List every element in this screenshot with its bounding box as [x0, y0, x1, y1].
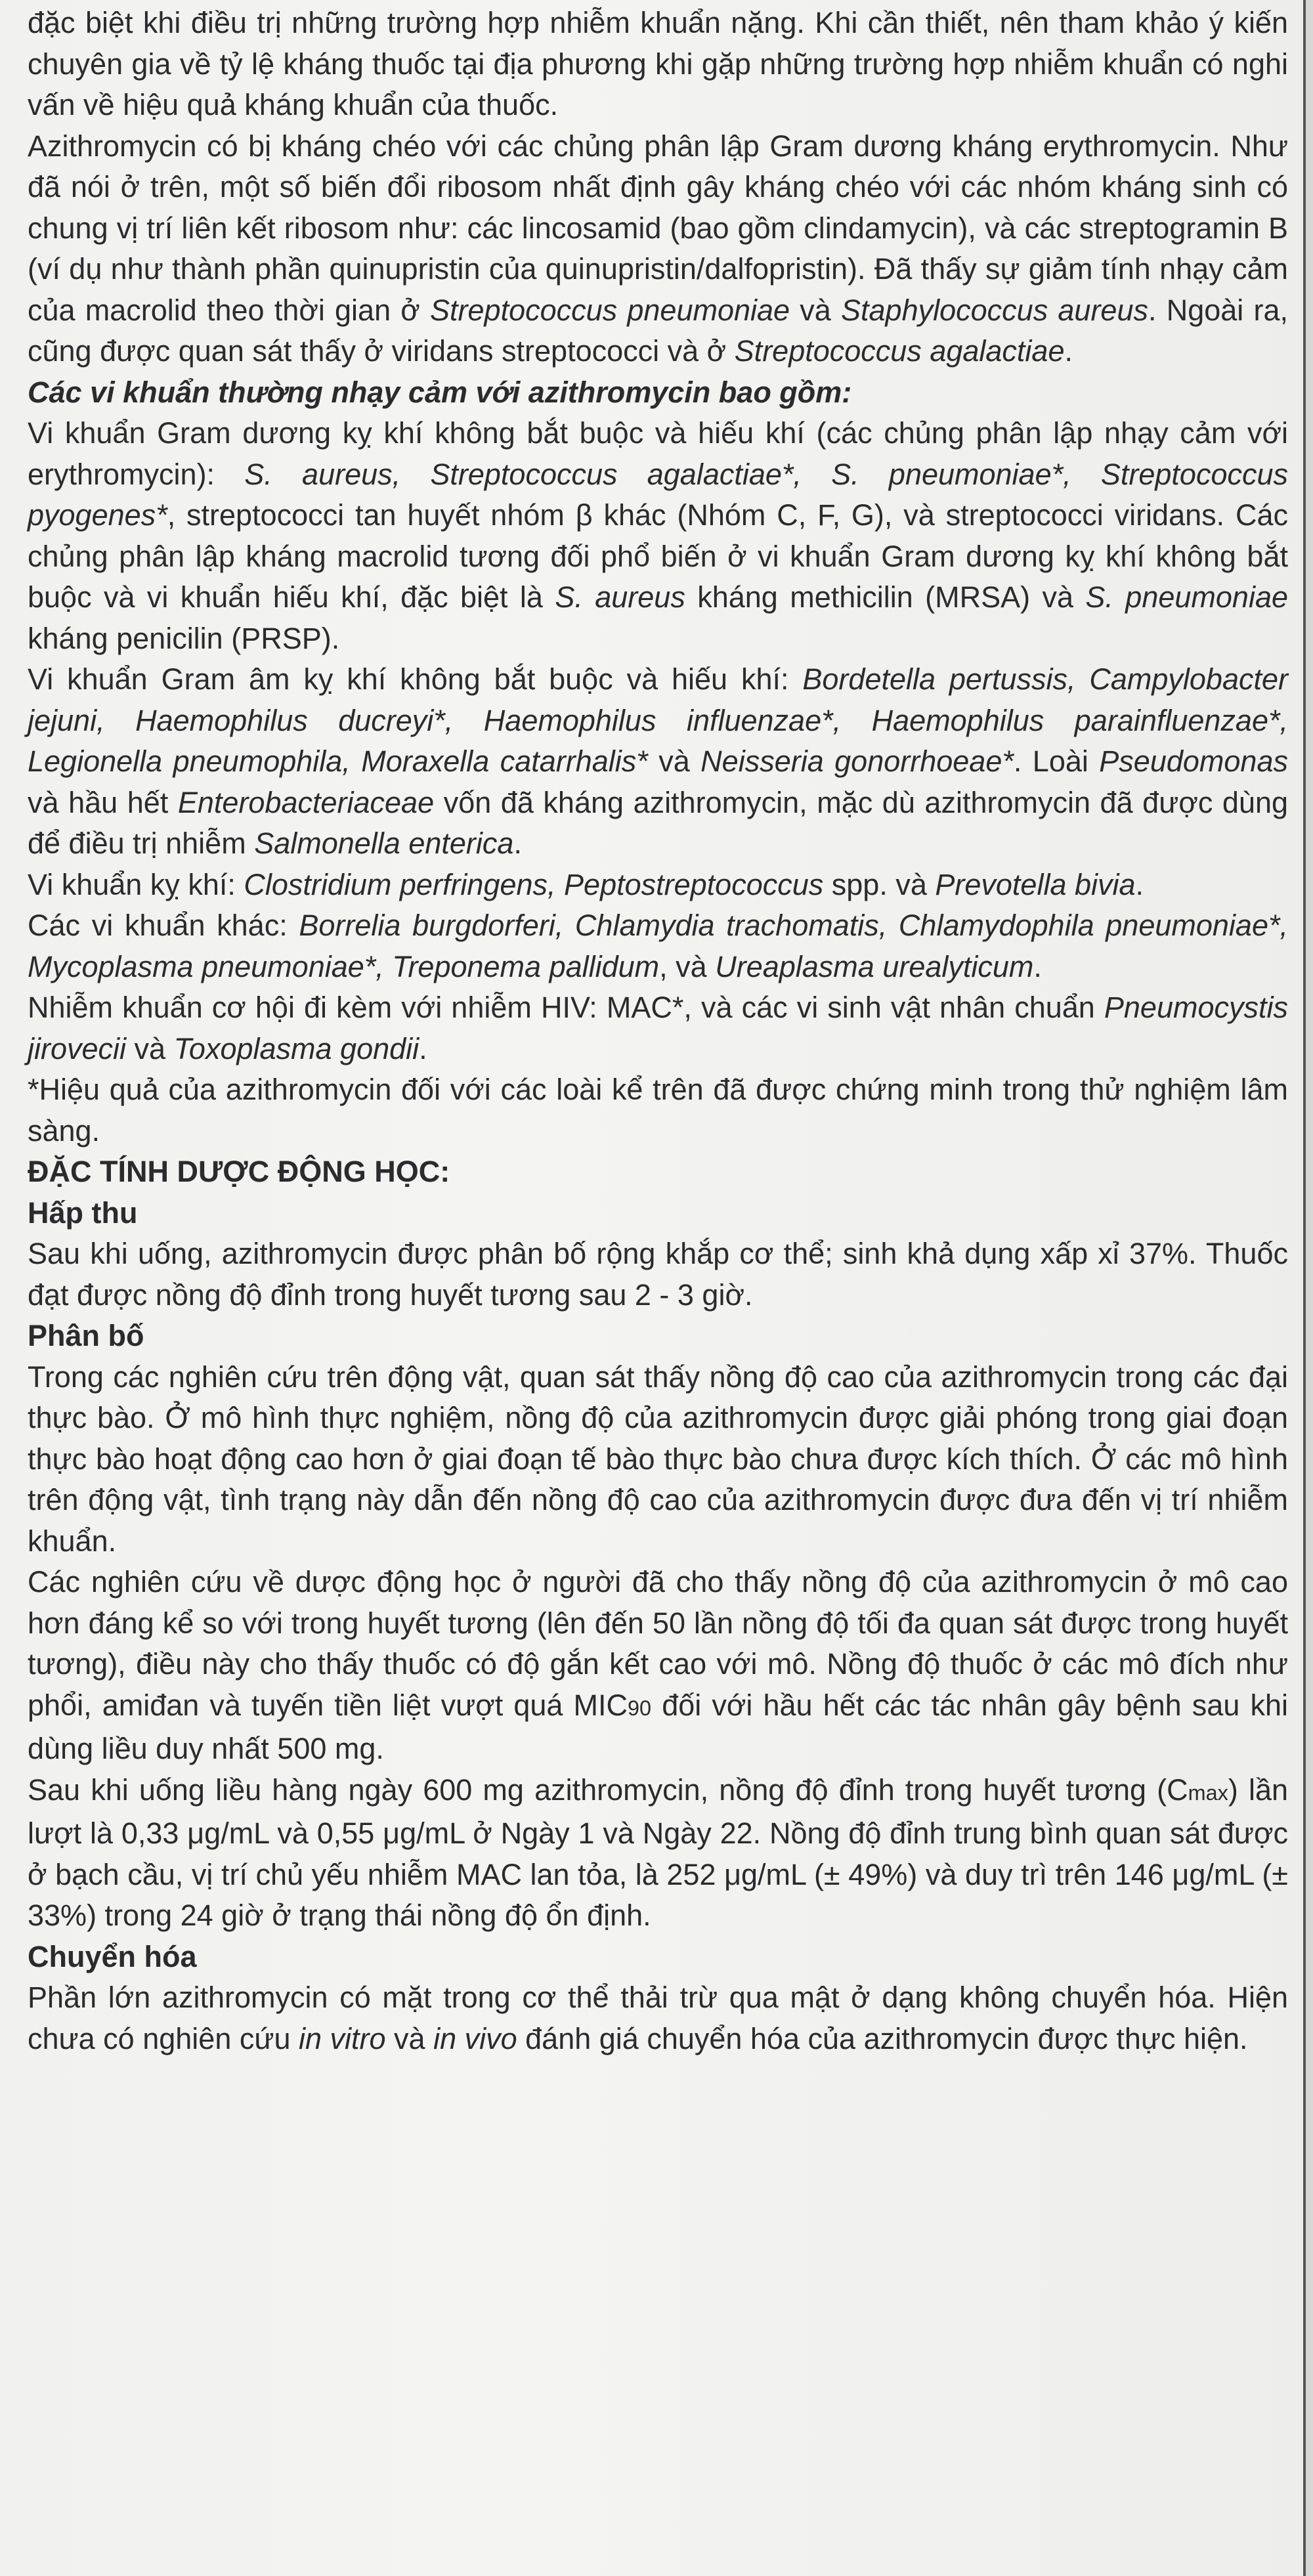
- metabolism-paragraph: Phần lớn azithromycin có mặt trong cơ thể thải trừ qua mật ở dạng không chuyển hóa. Hiện chưa có nghiên cứu in vitro và in vivo đánh giá chuyển hóa của azithromycin được thực hiện.: [28, 1981, 1288, 2055]
- footnote: *Hiệu quả của azithromycin đối với các loài kể trên đã được chứng minh trong thử nghiệm lâm sàng.: [28, 1073, 1288, 1148]
- distribution-paragraph-3: Sau khi uống liều hàng ngày 600 mg azithromycin, nồng độ đỉnh trong huyết tương (Cmax) lần lượt là 0,33 μg/mL và 0,55 μg/mL ở Ngày 1 và Ngày 22. Nồng độ đỉnh trung bình quan sát được ở bạch cầu, vị trí chủ yếu nhiễm MAC lan tỏa, là 252 μg/mL (± 49%) và duy trì trên 146 μg/mL (± 33%) trong 24 giờ ở trạng thái nồng độ ổn định.: [28, 1772, 1288, 1932]
- pharmacokinetics-heading: ĐẶC TÍNH DƯỢC ĐỘNG HỌC:: [28, 1155, 450, 1188]
- anaerobe-paragraph: Vi khuẩn kỵ khí: Clostridium perfringens, Peptostreptococcus spp. và Prevotella bivia.: [28, 867, 1144, 901]
- gram-negative-paragraph: Vi khuẩn Gram âm kỵ khí không bắt buộc và hiếu khí: Bordetella pertussis, Campylobacter jejuni, Haemophilus ducreyi*, Haemophilus influenzae*, Haemophilus parainfluenzae*, Legionella pneumophila, Moraxella catarrhalis* và Neisseria gonorrhoeae*. Loài Pseudomonas và hầu hết Enterobacteriaceae vốn đã kháng azithromycin, mặc dù azithromycin đã được dùng để điều trị nhiễm Salmonella enterica.: [28, 662, 1289, 860]
- distribution-heading: Phân bố: [28, 1319, 144, 1352]
- sensitive-bacteria-heading: Các vi khuẩn thường nhạy cảm với azithromycin bao gồm:: [28, 375, 852, 409]
- metabolism-heading: Chuyển hóa: [28, 1939, 197, 1973]
- leaflet-content: [28, 0, 1288, 2059]
- cross-resistance-paragraph: Azithromycin có bị kháng chéo với các chủng phân lập Gram dương kháng erythromycin. Như đã nói ở trên, một số biến đổi ribosom nhất định gây kháng chéo với các nhóm kháng sinh có chung vị trí liên kết ribosom như: các lincosamid (bao gồm clindamycin), và các streptogramin B (ví dụ như thành phần quinupristin của quinupristin/dalfopristin). Đã thấy sự giảm tính nhạy cảm của macrolid theo thời gian ở Streptococcus pneumoniae và Staphylococcus aureus. Ngoài ra, cũng được quan sát thấy ở viridans streptococci và ở Streptococcus agalactiae.: [28, 129, 1288, 368]
- hiv-paragraph: Nhiễm khuẩn cơ hội đi kèm với nhiễm HIV: MAC*, và các vi sinh vật nhân chuẩn Pneumocystis jirovecii và Toxoplasma gondii.: [28, 991, 1288, 1065]
- page-edge: [1306, 0, 1313, 2576]
- absorption-heading: Hấp thu: [28, 1195, 138, 1230]
- distribution-paragraph-1: Trong các nghiên cứu trên động vật, quan sát thấy nồng độ cao của azithromycin trong các đại thực bào. Ở mô hình thực nghiệm, nồng độ của azithromycin được giải phóng trong giai đoạn thực bào hoạt động cao hơn ở giai đoạn tế bào thực bào chưa được kích thích. Ở các mô hình trên động vật, tình trạng này dẫn đến nồng độ cao của azithromycin được đưa đến vị trí nhiễm khuẩn.: [28, 1360, 1288, 1558]
- distribution-paragraph-2: Các nghiên cứu về dược động học ở người đã cho thấy nồng độ của azithromycin ở mô cao hơn đáng kể so với trong huyết tương (lên đến 50 lần nồng độ tối đa quan sát được trong huyết tương), điều này cho thấy thuốc có độ gắn kết cao với mô. Nồng độ thuốc ở các mô đích như phổi, amiđan và tuyến tiền liệt vượt quá MIC90 đối với hầu hết các tác nhân gây bệnh sau khi dùng liều duy nhất 500 mg.: [28, 1565, 1288, 1765]
- resistance-paragraph: đặc biệt khi điều trị những trường hợp nhiễm khuẩn nặng. Khi cần thiết, nên tham khảo ý kiến chuyên gia về tỷ lệ kháng thuốc tại địa phương khi gặp những trường hợp nhiễm khuẩn có nghi vấn về hiệu quả kháng khuẩn của thuốc.: [28, 6, 1288, 121]
- other-bacteria-paragraph: Các vi khuẩn khác: Borrelia burgdorferi, Chlamydia trachomatis, Chlamydophila pneumoniae*, Mycoplasma pneumoniae*, Treponema pallidum, và Ureaplasma urealyticum.: [28, 909, 1288, 983]
- absorption-paragraph: Sau khi uống, azithromycin được phân bố rộng khắp cơ thể; sinh khả dụng xấp xỉ 37%. Thuốc đạt được nồng độ đỉnh trong huyết tương sau 2 - 3 giờ.: [28, 1237, 1288, 1312]
- gram-positive-paragraph: Vi khuẩn Gram dương kỵ khí không bắt buộc và hiếu khí (các chủng phân lập nhạy cảm với erythromycin): S. aureus, Streptococcus agalactiae*, S. pneumoniae*, Streptococcus pyogenes*, streptococci tan huyết nhóm β khác (Nhóm C, F, G), và streptococci viridans. Các chủng phân lập kháng macrolid tương đối phổ biến ở vi khuẩn Gram dương kỵ khí không bắt buộc và vi khuẩn hiếu khí, đặc biệt là S. aureus kháng methicilin (MRSA) và S. pneumoniae kháng penicilin (PRSP).: [28, 416, 1288, 655]
